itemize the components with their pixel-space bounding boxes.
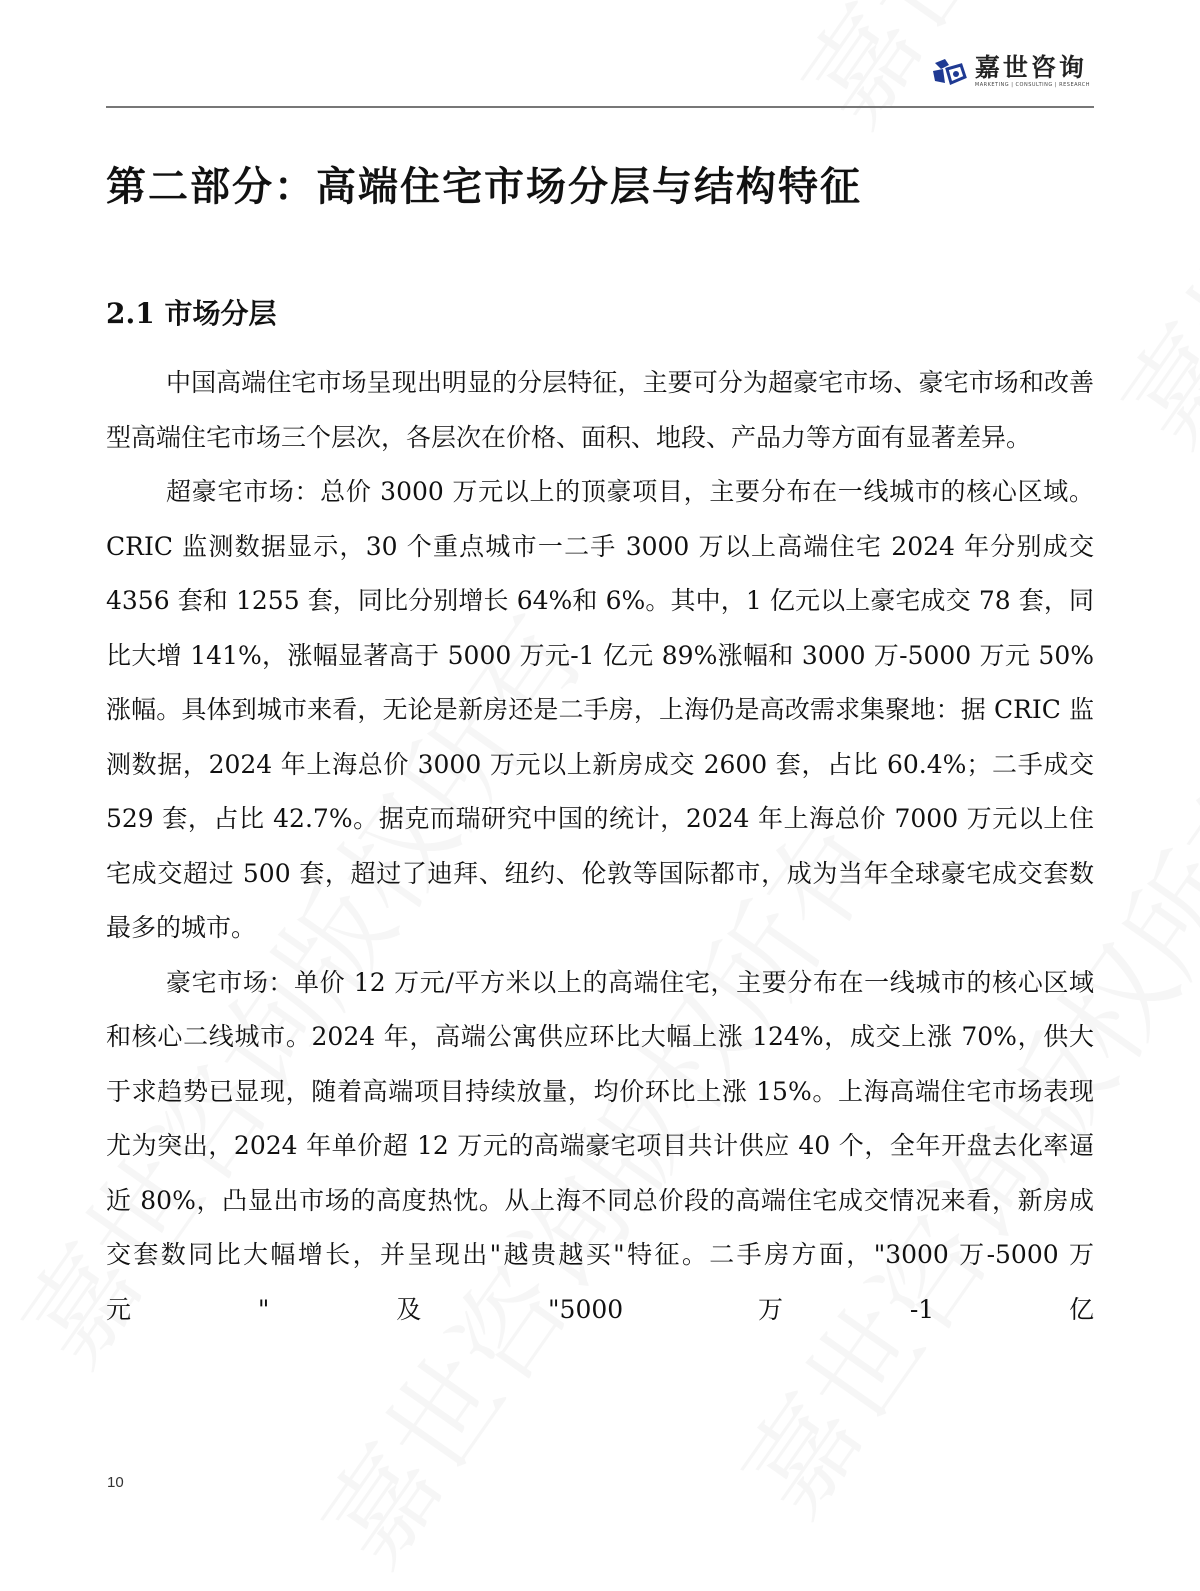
- paragraph: 超豪宅市场：总价 3000 万元以上的顶豪项目，主要分布在一线城市的核心区域。CRIC 监测数据显示，30 个重点城市一二手 3000 万以上高端住宅 2024 年分别成交 4356 套和 1255 套，同比分别增长 64%和 6%。其中，1 亿元以上豪宅成交 78 套，同比大增 141%，涨幅显著高于 5000 万元-1 亿元 89%涨幅和 3000 万-5000 万元 50%涨幅。具体到城市来看，无论是新房还是二手房，上海仍是高改需求集聚地：据 CRIC 监测数据，2024 年上海总价 3000 万元以上新房成交 2600 套，占比 60.4%；二手成交 529 套，占比 42.7%。据克而瑞研究中国的统计，2024 年上海总价 7000 万元以上住宅成交超过 500 套，超过了迪拜、纽约、伦敦等国际都市，成为当年全球豪宅成交套数最多的城市。: [106, 477, 1094, 942]
- section-heading: 2.1 市场分层: [106, 297, 277, 330]
- page-number: 10: [107, 1474, 124, 1491]
- paragraph: 中国高端住宅市场呈现出明显的分层特征，主要可分为超豪宅市场、豪宅市场和改善型高端住宅市场三个层次，各层次在价格、面积、地段、产品力等方面有显著差异。: [106, 368, 1094, 452]
- watermark: [1080, 0, 1200, 471]
- paragraph: 豪宅市场：单价 12 万元/平方米以上的高端住宅，主要分布在一线城市的核心区域和核心二线城市。2024 年，高端公寓供应环比大幅上涨 124%，成交上涨 70%，供大于求趋势已显现，随着高端项目持续放量，均价环比上涨 15%。上海高端住宅市场表现尤为突出，2024 年单价超 12 万元的高端豪宅项目共计供应 40 个，全年开盘去化率逼近 80%，凸显出市场的高度热忱。从上海不同总价段的高端住宅成交情况来看，新房成交套数同比大幅增长，并呈现出"越贵越买"特征。二手房方面，"3000 万-5000 万元"及"5000 万-1 亿: [106, 967, 1094, 1324]
- logo-mark-icon: [931, 55, 967, 87]
- page-header: [106, 0, 1094, 108]
- page-title: 第二部分：高端住宅市场分层与结构特征: [106, 163, 862, 210]
- logo-tagline: MARKETING | CONSULTING | RESEARCH: [974, 82, 1090, 88]
- company-logo: [931, 54, 1090, 88]
- body-text: [106, 356, 1094, 1337]
- logo-name: 嘉世咨询: [974, 53, 1087, 82]
